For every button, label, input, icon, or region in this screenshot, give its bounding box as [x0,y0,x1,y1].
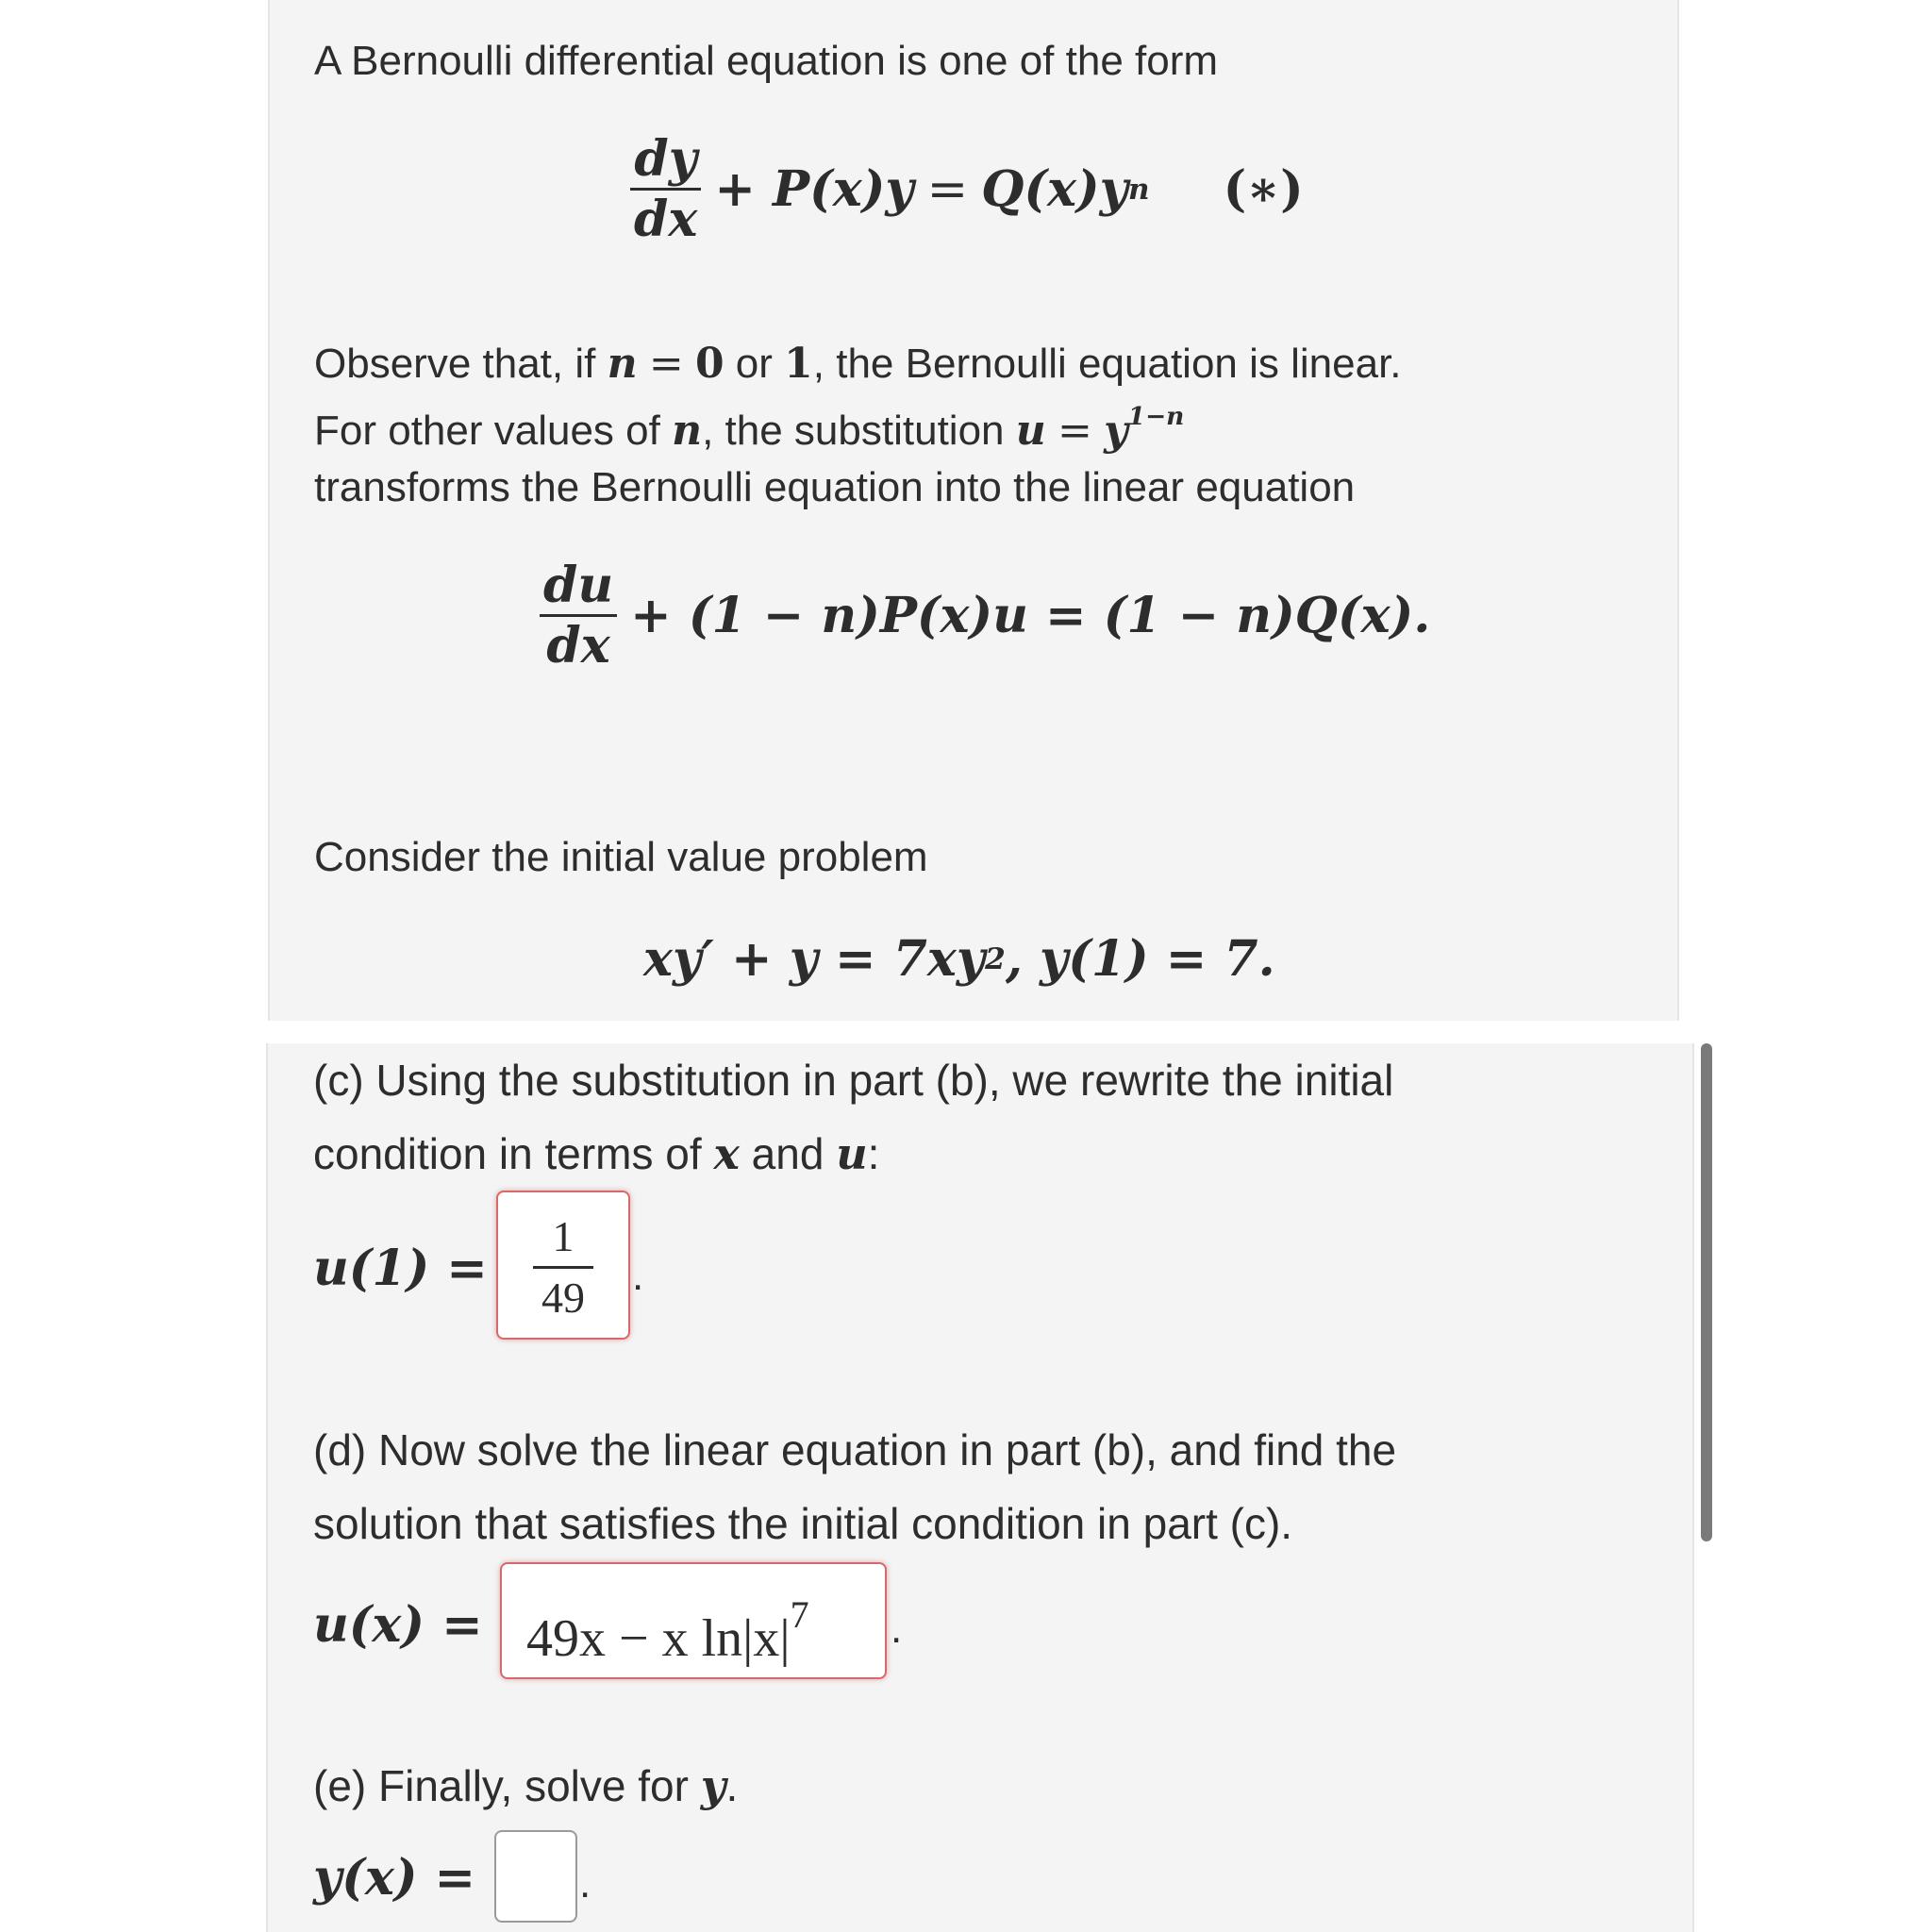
linear-equation: $\frac{du}{dx}$ + (1 − n)P(x)u = (1 − n)Q(x). [532,557,1430,675]
answer-numerator: 1 [552,1212,575,1260]
bernoulli-equation: $\frac{dy}{dx}$ + P(x)y = Q(x)y n (∗) [623,130,1304,248]
answer-fraction [498,1211,628,1324]
observe-line-3: transforms the Bernoulli equation into the linear equation [314,464,1356,510]
dy-dx-fraction: $\frac{dy}{dx}$ [630,130,701,248]
vertical-scrollbar[interactable] [1701,1043,1712,1541]
ivp-equation: xy′ + y = 7xy 2 , y(1) = 7. [643,930,1275,988]
part-d-label: u(x) = [313,1596,483,1654]
ivp-sentence: Consider the initial value problem [314,834,928,880]
observe-line-1: Observe that, if n = 0 or 1, the Bernoulli equation is linear. [314,340,1402,388]
answer-input-yx[interactable] [494,1830,577,1923]
part-d-period: . [891,1606,903,1652]
du-dx-fraction: $\frac{du}{dx}$ [540,557,617,675]
part-c-text-line-1: (c) Using the substitution in part (b), we rewrite the initial [313,1056,1394,1105]
part-d-text-line-1: (d) Now solve the linear equation in part (b), and find the [313,1425,1397,1474]
answer-box-ux[interactable] [500,1562,887,1679]
part-c-label: u(1) = [313,1240,488,1297]
observe-line-2: For other values of n, the substitution $u = y^{1-n}$ [314,402,1185,456]
intro-sentence: A Bernoulli differential equation is one of the form [314,38,1219,84]
part-c-period: . [632,1253,644,1299]
answer-box-u1[interactable] [496,1191,630,1340]
answer-denominator: 49 [541,1274,585,1322]
part-e-label: y(x) = [313,1849,476,1907]
part-e-period: . [579,1860,591,1907]
part-e-text: (e) Finally, solve for y. [313,1760,739,1811]
equation-tag: (∗) [1223,160,1304,218]
answer-expression: 49x − x ln|x|7 [526,1593,809,1668]
part-d-text-line-2: solution that satisfies the initial condition in part (c). [313,1499,1293,1548]
part-c-text-line-2: condition in terms of x and u: [313,1128,880,1179]
